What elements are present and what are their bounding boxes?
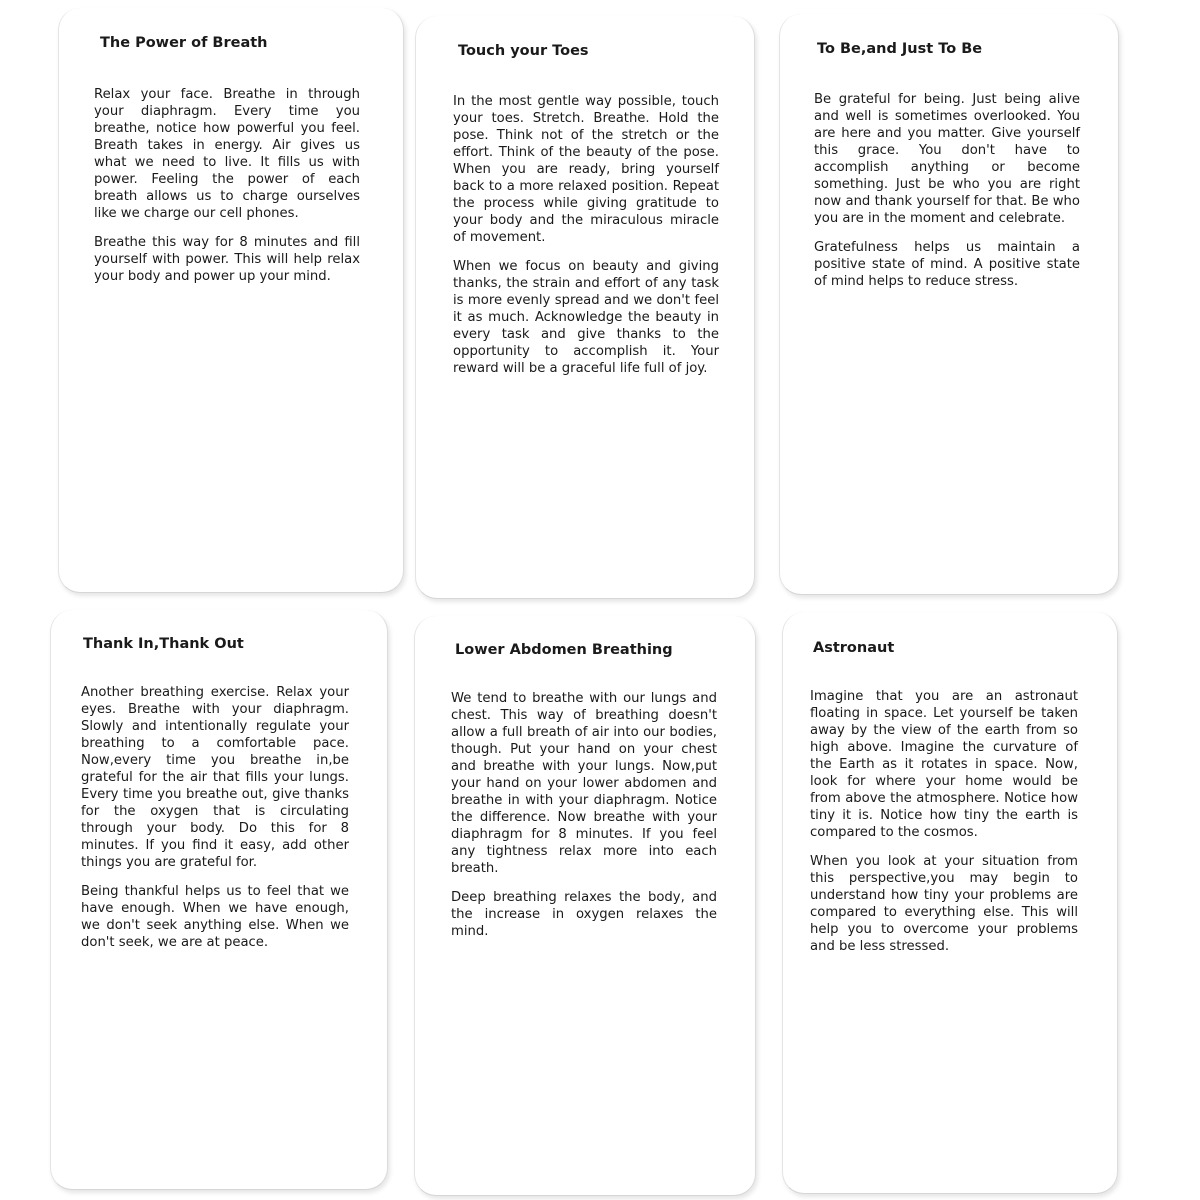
card-title: To Be,and Just To Be [817,41,983,57]
card-paragraph: We tend to breathe with our lungs and chest. This way of breathing doesn't allow a full breath of air into our bodies, though. Put your hand on your chest and breathe with your lungs. Now,put your hand on your lower abdomen and breathe in with your diaphragm. Notice the difference. Now breathe with your diaphragm for 8 minutes. If you feel any tightness relax more into each breath. [451,691,717,876]
card-the-power-of-breath [58,8,404,593]
card-paragraph: Relax your face. Breathe in through your diaphragm. Every time you breathe, notice how powerful you feel. Breath takes in energy. Air gives us what we need to live. It fills us with power. Feeling the power of each breath allows us to charge ourselves like we charge our cell phones. [94,87,360,221]
card-paragraph: Imagine that you are an astronaut floating in space. Let yourself be taken away by the view of the earth from so high above. Imagine the curvature of the Earth as it rotates in space. Now, look for where your home would be from above the atmosphere. Notice how tiny it is. Notice how tiny the earth is compared to the cosmos. [810,689,1078,840]
card-paragraph: When we focus on beauty and giving thanks, the strain and effort of any task is more evenly spread and we don't feel it as much. Acknowledge the beauty in every task and give thanks to the opportunity to accomplish it. Your reward will be a graceful life full of joy. [453,259,719,376]
card-title: Astronaut [813,640,895,656]
card-paragraph: Gratefulness helps us maintain a positive state of mind. A positive state of mind helps to reduce stress. [814,240,1080,289]
card-body [453,93,719,389]
card-title: Lower Abdomen Breathing [455,642,673,658]
card-body [810,688,1078,967]
card-paragraph: When you look at your situation from this perspective,you may begin to understand how tiny your problems are compared to everything else. This will help you to overcome your problems and be less stressed. [810,854,1078,954]
card-paragraph: Deep breathing relaxes the body, and the increase in oxygen relaxes the mind. [451,890,717,939]
card-title: Thank In,Thank Out [83,636,244,652]
card-astronaut [782,612,1118,1194]
card-to-be-and-just-to-be [779,14,1119,595]
card-paragraph: Being thankful helps us to feel that we have enough. When we have enough, we don't seek anything else. When we don't seek, we are at peace. [81,884,349,950]
card-body [814,91,1080,302]
card-paragraph: Another breathing exercise. Relax your eyes. Breathe with your diaphragm. Slowly and intentionally regulate your breathing to a comfortable pace. Now,every time you breathe in,be grateful for the air that fills your lungs. Every time you breathe out, give thanks for the oxygen that is circulating through your body. Do this for 8 minutes. If you find it easy, add other things you are grateful for. [81,685,349,870]
card-thank-in-thank-out [50,610,388,1190]
card-touch-your-toes [415,16,755,599]
card-lower-abdomen-breathing [414,616,756,1196]
card-paragraph: Breathe this way for 8 minutes and fill yourself with power. This will help relax your body and power up your mind. [94,235,360,284]
card-body [451,690,717,952]
card-title: The Power of Breath [100,35,268,51]
card-paragraph: Be grateful for being. Just being alive and well is sometimes overlooked. You are here and you matter. Give yourself this grace. You don't have to accomplish anything or become something. Just be who you are right now and thank yourself for that. Be who you are in the moment and celebrate. [814,92,1080,226]
card-body [94,86,360,297]
card-title: Touch your Toes [458,43,589,59]
card-paragraph: In the most gentle way possible, touch your toes. Stretch. Breathe. Hold the pose. Think not of the stretch or the effort. Think of the beauty of the pose. When you are ready, bring yourself back to a more relaxed position. Repeat the process while giving gratitude to your body and the miraculous miracle of movement. [453,94,719,245]
card-body [81,684,349,963]
